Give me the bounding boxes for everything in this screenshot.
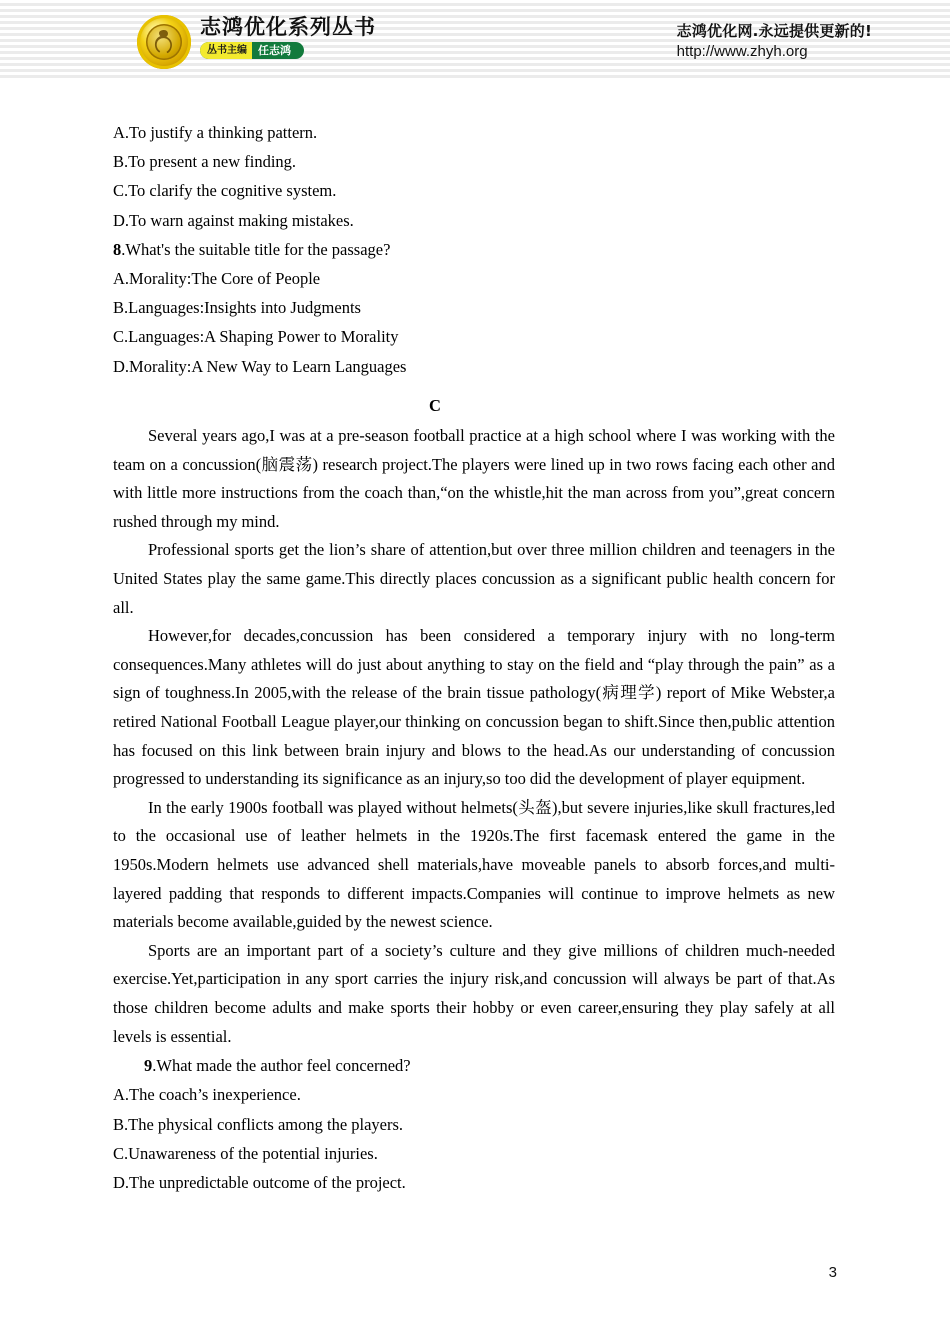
site-info-block	[677, 22, 872, 61]
page-number: 3	[828, 1264, 837, 1281]
section-heading: C	[429, 395, 441, 415]
option-item: B.Languages:Insights into Judgments	[113, 298, 361, 318]
option-item: A.Morality:The Core of People	[113, 269, 321, 289]
question-9	[113, 1051, 835, 1080]
option-item: A.To justify a thinking pattern.	[113, 123, 318, 142]
question-number: 8	[113, 239, 122, 259]
option-item: B.To present a new finding.	[113, 152, 297, 172]
brand-text-block	[200, 15, 376, 59]
page-header	[0, 0, 950, 81]
badge-label-editor: 丛书主编	[200, 42, 252, 59]
option-item: C.Unawareness of the potential injuries.	[113, 1143, 378, 1163]
option-item: D.To warn against making mistakes.	[113, 210, 354, 230]
option-item: C.Languages:A Shaping Power to Morality	[113, 327, 399, 347]
question-8	[113, 235, 835, 264]
brand-title: 志鸿优化系列丛书	[200, 15, 376, 39]
brand-logo-group	[137, 15, 376, 69]
header-inner	[0, 0, 950, 81]
site-slogan: 志鸿优化网.永远提供更新的!	[676, 22, 872, 40]
option-item: D.The unpredictable outcome of the project.	[113, 1172, 406, 1192]
question-number: 9	[144, 1056, 153, 1076]
passage-paragraph: Several years ago,I was at a pre-season football practice at a high school where I was working with the team on a concussion(脑震荡) research project.The players were lined up in two rows facing each other and with little more instructions from the coach than,“on the whistle,hit the man across from you”,great concern rushed through my mind.	[113, 426, 835, 531]
medallion-figure-icon	[153, 29, 175, 55]
option-item: B.The physical conflicts among the players.	[113, 1114, 404, 1134]
passage-paragraph: Sports are an important part of a society’s culture and they give millions of children much-needed exercise.Yet,participation in any sport carries the injury risk,and concussion will always be part of that.As those children become adults and make sports their hobby or even career,ensuring they play safely at all levels is essential.	[113, 940, 835, 1046]
option-item: C.To clarify the cognitive system.	[113, 181, 337, 201]
site-url: http://www.zhyh.org	[676, 42, 808, 60]
passage-paragraph: Professional sports get the lion’s share of attention,but over three million children and teenagers in the United States play the same game.This directly places concussion as a significant public health concern for all.	[113, 540, 835, 617]
passage-paragraph: In the early 1900s football was played without helmets(头盔),but severe injuries,like skull fractures,led to the occasional use of leather helmets in the 1920s.The first facemask entered the game in the 1950s.Modern helmets use advanced shell materials,have moveable panels to absorb forces,and multi-layered padding that responds to different impacts.Companies will continue to improve helmets as new materials become available,guided by the newest science.	[113, 797, 835, 932]
option-item: A.The coach’s inexperience.	[113, 1085, 301, 1105]
option-item: D.Morality:A New Way to Learn Languages	[113, 356, 407, 376]
badge-editor-name: 任志鸿	[258, 44, 291, 58]
page-content	[113, 118, 835, 1197]
question-text: .What's the suitable title for the passage?	[121, 239, 391, 259]
gold-medallion-icon	[137, 15, 191, 69]
brand-editor-badge	[200, 42, 304, 59]
question-text: .What made the author feel concerned?	[152, 1056, 411, 1076]
passage-paragraph: However,for decades,concussion has been considered a temporary injury with no long-term consequences.Many athletes will do just about anything to stay on the field and “play through the pain” as a sign of toughness.In 2005,with the release of the brain tissue pathology(病理学) report of Mike Webster,a retired National Football League player,our thinking on concussion began to shift.Since then,public attention has focused on this link between brain injury and blows to the head.As our understanding of concussion progressed to understanding its significance as an injury,so too did the development of player equipment.	[113, 626, 835, 789]
